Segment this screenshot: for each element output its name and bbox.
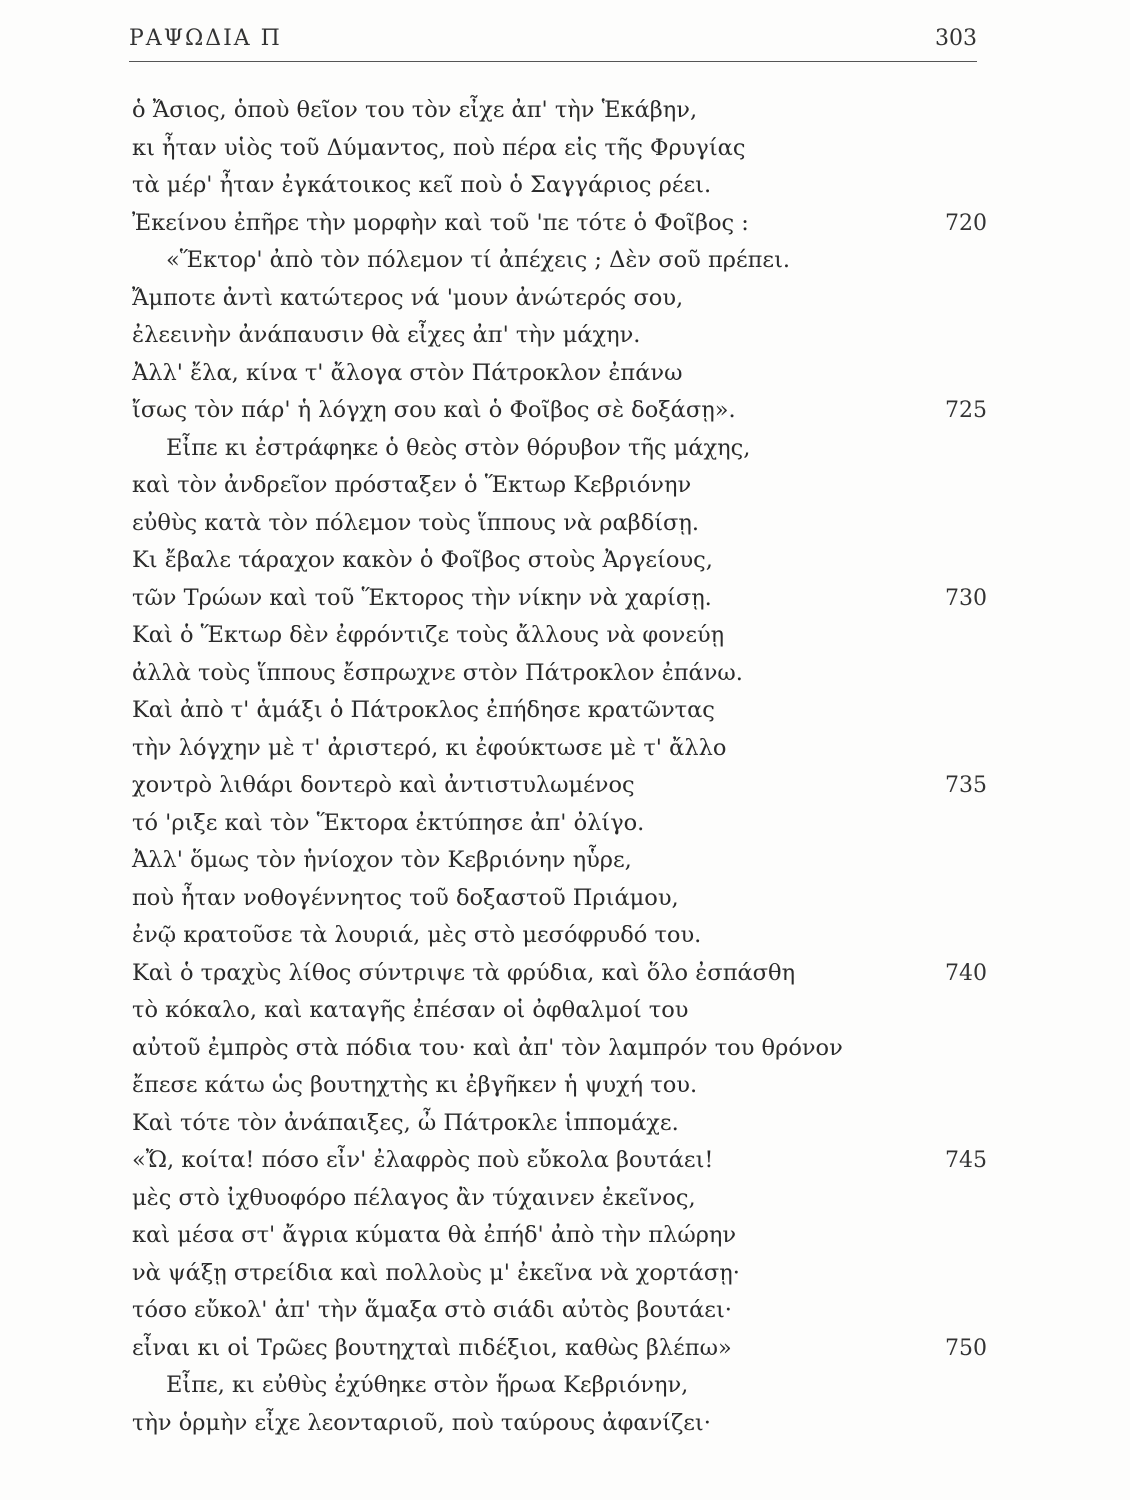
verse-line	[0, 842, 1130, 880]
verse-text: τὴν ὁρμὴν εἶχε λεονταριοῦ, ποὺ ταύρους ἀφανίζει·	[132, 1409, 711, 1436]
verse-line	[0, 1255, 1130, 1293]
verse-line	[0, 1180, 1130, 1218]
verse-line	[0, 1067, 1130, 1105]
verse-line	[0, 1217, 1130, 1255]
verse-line	[0, 505, 1130, 543]
line-number: 750	[945, 1335, 987, 1361]
verse-text: ποὺ ἦταν νοθογέννητος τοῦ δοξαστοῦ Πριάμου,	[132, 884, 679, 911]
line-number: 745	[945, 1148, 987, 1173]
verse-text: ἐλεεινὴν ἀνάπαυσιν θὰ εἶχες ἀπ' τὴν μάχην.	[132, 322, 641, 348]
verse-line	[0, 280, 1130, 318]
verse-text: τῶν Τρώων καὶ τοῦ Ἕκτορος τὴν νίκην νὰ χαρίσῃ.	[132, 584, 712, 611]
line-number: 720	[945, 210, 987, 236]
verse-text: Καὶ ὁ τραχὺς λίθος σύντριψε τὰ φρύδια, καὶ ὅλο ἐσπάσθη	[132, 959, 796, 986]
verse-text: τὰ μέρ' ἦταν ἐγκάτοικος κεῖ ποὺ ὁ Σαγγάριος ρέει.	[132, 172, 712, 198]
verse-text: κι ἦταν υἱὸς τοῦ Δύμαντος, ποὺ πέρα εἰς τῆς Φρυγίας	[132, 134, 746, 161]
verse-text: ἔπεσε κάτω ὡς βουτηχτὴς κι ἐβγῆκεν ἡ ψυχή του.	[132, 1072, 698, 1098]
verse-text: μὲς στὸ ἰχθυοφόρο πέλαγος ἂν τύχαινεν ἐκεῖνος,	[132, 1184, 696, 1211]
verse-line	[0, 92, 1130, 130]
verse-line	[0, 355, 1130, 393]
verse-line	[0, 692, 1130, 730]
verse-line	[0, 392, 1130, 430]
verse-text: χοντρὸ λιθάρι δοντερὸ καὶ ἀντιστυλωμένος	[132, 772, 635, 798]
verse-line	[0, 1292, 1130, 1330]
verse-text: Εἶπε, κι εὐθὺς ἐχύθηκε στὸν ἥρωα Κεβριόνην,	[166, 1372, 689, 1398]
verse-line	[0, 167, 1130, 205]
verse-text: τό 'ριξε καὶ τὸν Ἕκτορα ἐκτύπησε ἀπ' ὀλίγο.	[132, 809, 645, 836]
verse-text: νὰ ψάξῃ στρείδια καὶ πολλοὺς μ' ἐκεῖνα νὰ χορτάσῃ·	[132, 1259, 740, 1286]
verse-line	[0, 580, 1130, 618]
verse-line	[0, 542, 1130, 580]
verse-line	[0, 317, 1130, 355]
verse-line	[0, 1405, 1130, 1443]
page-header	[129, 26, 977, 58]
running-title: ΡΑΨΩΔΙΑ Π	[129, 26, 282, 51]
page-number: 303	[935, 26, 977, 51]
verse-text: ἀλλὰ τοὺς ἵππους ἔσπρωχνε στὸν Πάτροκλον ἐπάνω.	[132, 659, 743, 686]
verse-line	[0, 880, 1130, 918]
verse-line	[0, 1367, 1130, 1405]
verse-line	[0, 1030, 1130, 1068]
verse-line	[0, 430, 1130, 468]
verse-text: αὐτοῦ ἐμπρὸς στὰ πόδια του· καὶ ἀπ' τὸν λαμπρόν του θρόνον	[132, 1034, 843, 1061]
verse-block	[0, 92, 1130, 1442]
verse-text: Καὶ ὁ Ἕκτωρ δὲν ἐφρόντιζε τοὺς ἄλλους νὰ φονεύῃ	[132, 622, 725, 648]
verse-line	[0, 467, 1130, 505]
verse-line	[0, 955, 1130, 993]
verse-text: Καὶ τότε τὸν ἀνάπαιξες, ὦ Πάτροκλε ἱππομάχε.	[132, 1109, 679, 1136]
verse-line	[0, 205, 1130, 243]
verse-line	[0, 767, 1130, 805]
verse-text: Καὶ ἀπὸ τ' ἁμάξι ὁ Πάτροκλος ἐπήδησε κρατῶντας	[132, 697, 715, 723]
verse-line	[0, 1142, 1130, 1180]
verse-text: τὴν λόγχην μὲ τ' ἀριστερό, κι ἐφούκτωσε μὲ τ' ἄλλο	[132, 734, 727, 761]
verse-line	[0, 992, 1130, 1030]
verse-line	[0, 1105, 1130, 1143]
verse-text: ὁ Ἄσιος, ὁποὺ θεῖον του τὸν εἶχε ἀπ' τὴν Ἑκάβην,	[132, 97, 698, 123]
line-number: 740	[945, 960, 987, 986]
header-rule	[129, 61, 977, 62]
verse-line	[0, 805, 1130, 843]
verse-text: εὐθὺς κατὰ τὸν πόλεμον τοὺς ἵππους νὰ ραβδίσῃ.	[132, 509, 700, 536]
line-number: 735	[945, 773, 987, 798]
verse-line	[0, 242, 1130, 280]
verse-text: «Ὤ, κοίτα! πόσο εἶν' ἐλαφρὸς ποὺ εὔκολα βουτάει!	[132, 1147, 714, 1173]
verse-text: ἐνῷ κρατοῦσε τὰ λουριά, μὲς στὸ μεσόφρυδό του.	[132, 922, 702, 948]
verse-line	[0, 1330, 1130, 1368]
verse-line	[0, 655, 1130, 693]
verse-text: καὶ τὸν ἀνδρεῖον πρόσταξεν ὁ Ἕκτωρ Κεβριόνην	[132, 472, 692, 498]
line-number: 725	[945, 398, 987, 423]
verse-text: τὸ κόκαλο, καὶ καταγῆς ἐπέσαν οἱ ὀφθαλμοί του	[132, 997, 689, 1023]
verse-text: ἴσως τὸν πάρ' ἡ λόγχη σου καὶ ὁ Φοῖβος σὲ δοξάσῃ».	[132, 397, 736, 423]
verse-line	[0, 730, 1130, 768]
verse-line	[0, 617, 1130, 655]
verse-text: Εἶπε κι ἐστράφηκε ὁ θεὸς στὸν θόρυβον τῆς μάχης,	[166, 434, 751, 461]
verse-text: Κι ἔβαλε τάραχον κακὸν ὁ Φοῖβος στοὺς Ἀργείους,	[132, 547, 713, 573]
verse-text: Ἀλλ' ἔλα, κίνα τ' ἄλογα στὸν Πάτροκλον ἐπάνω	[132, 359, 683, 386]
verse-text: «Ἕκτορ' ἀπὸ τὸν πόλεμον τί ἀπέχεις ; Δὲν σοῦ πρέπει.	[166, 247, 791, 273]
line-number: 730	[945, 585, 987, 611]
verse-text: τόσο εὔκολ' ἀπ' τὴν ἅμαξα στὸ σιάδι αὐτὸς βουτάει·	[132, 1297, 732, 1323]
verse-text: Ἐκείνου ἐπῆρε τὴν μορφὴν καὶ τοῦ 'πε τότε ὁ Φοῖβος :	[132, 209, 749, 236]
verse-text: εἶναι κι οἱ Τρῶες βουτηχταὶ πιδέξιοι, καθὼς βλέπω»	[132, 1334, 732, 1361]
verse-line	[0, 130, 1130, 168]
verse-text: Ἄμποτε ἀντὶ κατώτερος νά 'μουν ἀνώτερός σου,	[132, 284, 684, 311]
verse-text: καὶ μέσα στ' ἄγρια κύματα θὰ ἐπήδ' ἀπὸ τὴν πλώρην	[132, 1222, 737, 1248]
verse-text: Ἀλλ' ὅμως τὸν ἡνίοχον τὸν Κεβριόνην ηὗρε,	[132, 847, 632, 873]
verse-line	[0, 917, 1130, 955]
